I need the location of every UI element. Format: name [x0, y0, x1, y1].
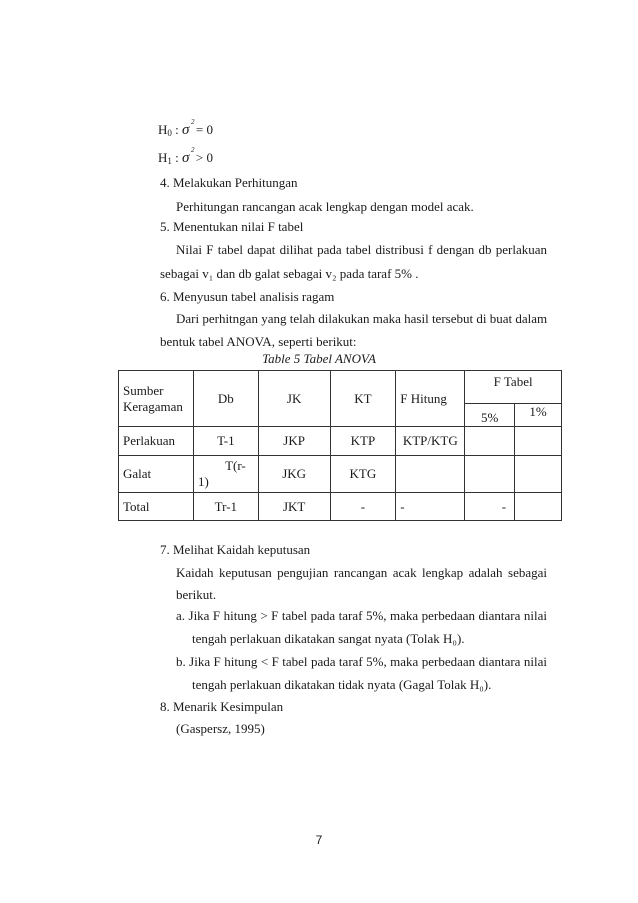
cell-f-hitung: -: [396, 493, 465, 521]
header-jk: JK: [258, 371, 330, 427]
h1-colon: :: [175, 150, 179, 165]
anova-table: [118, 370, 562, 521]
cell-jk: JKP: [258, 427, 330, 456]
cell-f-hitung: KTP/KTG: [396, 427, 465, 456]
step-7-title: 7. Melihat Kaidah keputusan: [160, 542, 311, 557]
cell-db: T(r- 1): [193, 456, 258, 493]
cell-jk: JKG: [258, 456, 330, 493]
header-f-hitung: F Hitung: [396, 371, 465, 427]
step-4-body: Perhitungan rancangan acak lengkap dengan model acak.: [176, 199, 474, 214]
h0-label: H: [158, 122, 168, 137]
header-5-percent: 5%: [465, 404, 515, 427]
rule-a-line1: a. Jika F hitung > F tabel pada taraf 5%, maka perbedaan diantara nilai: [176, 608, 547, 623]
h1-relation: > 0: [195, 150, 214, 165]
h0-sigma-sup: 2: [191, 118, 195, 126]
cell-5-percent: [465, 427, 515, 456]
h1-label: H: [158, 150, 168, 165]
cell-sumber: Total: [119, 493, 194, 521]
hypothesis-h1: [158, 146, 214, 167]
cell-5-percent: -: [465, 493, 515, 521]
step-5-line1: Nilai F tabel dapat dilihat pada tabel distribusi f dengan db perlakuan: [176, 242, 547, 257]
cell-5-percent: [465, 456, 515, 493]
header-1-percent: 1%: [515, 404, 562, 427]
cell-db: T-1: [193, 427, 258, 456]
table-caption: Table 5 Tabel ANOVA: [262, 351, 376, 366]
rule-b-line1: b. Jika F hitung < F tabel pada taraf 5%, maka perbedaan diantara nilai: [176, 654, 547, 669]
step-8-title: 8. Menarik Kesimpulan: [160, 699, 284, 714]
cell-1-percent: [515, 456, 562, 493]
h0-sigma: σ 2: [182, 118, 195, 138]
cell-1-percent: [515, 493, 562, 521]
header-f-tabel: F Tabel: [465, 371, 562, 404]
h1-sigma: σ 2: [182, 146, 195, 166]
step-6-line1: Dari perhitngan yang telah dilakukan maka hasil tersebut di buat dalam: [176, 311, 548, 326]
h1-sigma-sup: 2: [191, 146, 195, 154]
step-6-title: 6. Menyusun tabel analisis ragam: [160, 289, 335, 304]
step-5-title: 5. Menentukan nilai F tabel: [160, 219, 304, 234]
cell-jk: JKT: [258, 493, 330, 521]
h1-subscript: 1: [167, 156, 172, 166]
table-row: [119, 456, 562, 493]
header-sumber-keragaman: Sumber Keragaman: [119, 371, 194, 427]
cell-kt: KTP: [330, 427, 396, 456]
cell-sumber: Perlakuan: [119, 427, 194, 456]
step-7-line1: Kaidah keputusan pengujian rancangan acak lengkap adalah sebagai: [176, 565, 547, 580]
table-row: [119, 493, 562, 521]
step-8-body: (Gaspersz, 1995): [176, 721, 265, 736]
cell-kt: -: [330, 493, 396, 521]
page-number: 7: [315, 833, 323, 847]
cell-1-percent: [515, 427, 562, 456]
cell-sumber: Galat: [119, 456, 194, 493]
cell-db: Tr-1: [193, 493, 258, 521]
h0-relation: = 0: [195, 122, 214, 137]
table-header-row-1: [119, 371, 562, 404]
step-4-title: 4. Melakukan Perhitungan: [160, 175, 298, 190]
hypothesis-h0: [158, 118, 214, 139]
rule-a-line2: tengah perlakuan dikatakan sangat nyata (Tolak H₀).: [192, 631, 465, 646]
h0-colon: :: [175, 122, 179, 137]
h0-subscript: 0: [167, 128, 172, 138]
step-7-line2: berikut.: [176, 587, 217, 602]
step-5-line2: sebagai v₁ dan db galat sebagai v₂ pada taraf 5% .: [160, 266, 419, 281]
table-row: [119, 427, 562, 456]
cell-kt: KTG: [330, 456, 396, 493]
rule-b-line2: tengah perlakuan dikatakan tidak nyata (Gagal Tolak H₀).: [192, 677, 492, 692]
header-db: Db: [193, 371, 258, 427]
step-6-line2: bentuk tabel ANOVA, seperti berikut:: [160, 334, 357, 349]
cell-f-hitung: [396, 456, 465, 493]
header-kt: KT: [330, 371, 396, 427]
